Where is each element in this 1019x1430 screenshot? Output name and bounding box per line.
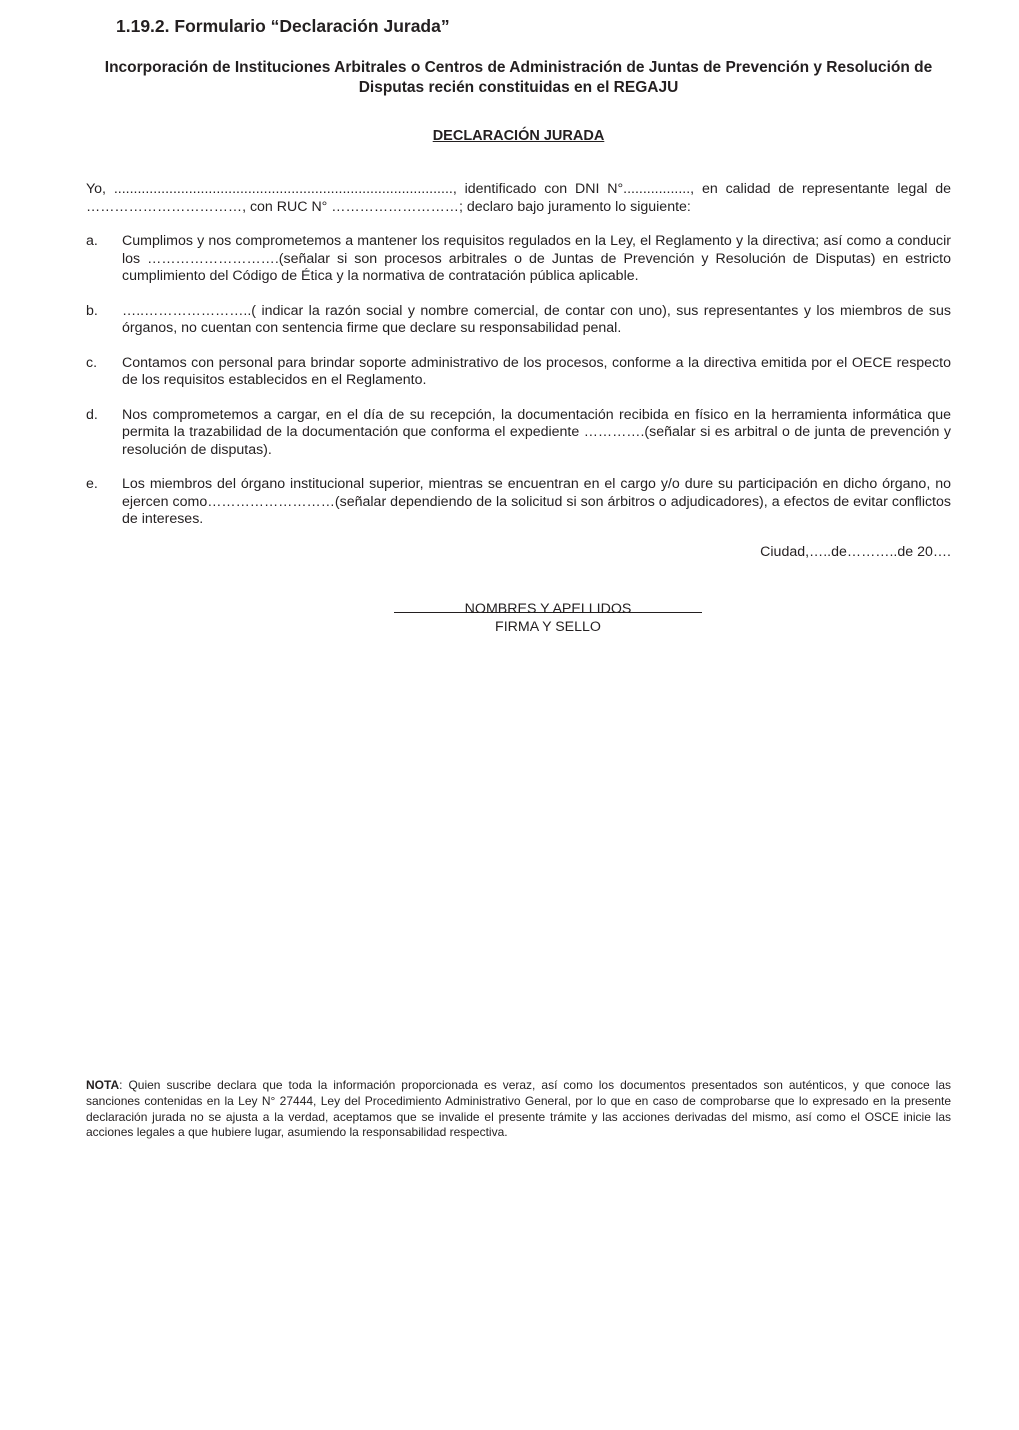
document-subtitle: Incorporación de Instituciones Arbitrales o Centros de Administración de Juntas de Prevención y Resolución de Disputas recién constituidas en el REGAJU	[104, 59, 933, 96]
list-item-letter: e.	[86, 476, 98, 492]
list-item-text: Los miembros del órgano institucional superior, mientras se encuentran en el cargo y/o dure su participación en dicho órgano, no ejercen como………………………(señalar dependiendo de la solicitud si son árbitros o adjudicadores), a efectos de evitar conflictos de intereses.	[122, 476, 951, 527]
list-item	[86, 407, 951, 460]
list-item-letter: d.	[86, 406, 98, 423]
list-item	[86, 476, 951, 529]
list-item	[86, 233, 951, 286]
list-item-letter: c.	[86, 354, 98, 371]
list-item-letter: a.	[86, 233, 98, 249]
declarant-intro: Yo, ......................................................................................, identificado con DNI N°................., en calidad de representante legal de ……………………………, con RUC N° ………………………; declaro bajo juramento lo siguiente:	[86, 181, 951, 215]
list-item	[86, 303, 951, 338]
list-item-text: Cumplimos y nos comprometemos a mantener los requisitos regulados en la Ley, el Reglamento y la directiva; así como a conducir los ……………………….(señalar si son procesos arbitrales o de Juntas de Prevención y Resolución de Disputas) en estricto cumplimiento del Código de Ética y la normativa de contratación pública aplicable.	[122, 233, 951, 284]
note-label: NOTA	[86, 1078, 120, 1092]
list-item-text: Nos comprometemos a cargar, en el día de su recepción, la documentación recibida en físico en la herramienta informática que permita la trazabilidad de la documentación que conforma el expediente ………….(señalar si es arbitral o de junta de prevención y resolución de disputas).	[122, 406, 951, 458]
signature-block	[394, 596, 702, 636]
signature-line	[394, 612, 702, 613]
date-line: Ciudad,…..de………..de 20….	[760, 544, 951, 560]
note-text: : Quien suscribe declara que toda la información proporcionada es veraz, así como los documentos presentados son auténticos, y que conoce las sanciones contenidas en la Ley N° 27444, Ley del Procedimiento Administrativo General, por lo que en caso de comprobarse que lo expresado en la presente declaración jurada no se ajusta a la verdad, aceptamos que se invalide el presente trámite y las acciones derivadas del mismo, así como el OSCE inicie las acciones legales a que hubiere lugar, asumiendo la responsabilidad respectiva.	[86, 1078, 951, 1140]
legal-note	[86, 1078, 951, 1141]
signature-seal-label: FIRMA Y SELLO	[495, 619, 601, 635]
list-item	[86, 355, 951, 390]
section-title: 1.19.2. Formulario “Declaración Jurada”	[116, 16, 450, 36]
declaration-list	[86, 233, 951, 546]
list-item-text: …..…………………..( indicar la razón social y nombre comercial, de contar con uno), sus representantes y los miembros de sus órganos, no cuentan con sentencia firme que declare su responsabilidad penal.	[122, 302, 951, 336]
declaration-heading: DECLARACIÓN JURADA	[432, 128, 605, 144]
list-item-text: Contamos con personal para brindar soporte administrativo de los procesos, conforme a la directiva emitida por el OECE respecto de los requisitos establecidos en el Reglamento.	[122, 354, 951, 388]
names-label: NOMBRES Y APELLIDOS	[464, 601, 632, 617]
list-item-letter: b.	[86, 302, 98, 319]
